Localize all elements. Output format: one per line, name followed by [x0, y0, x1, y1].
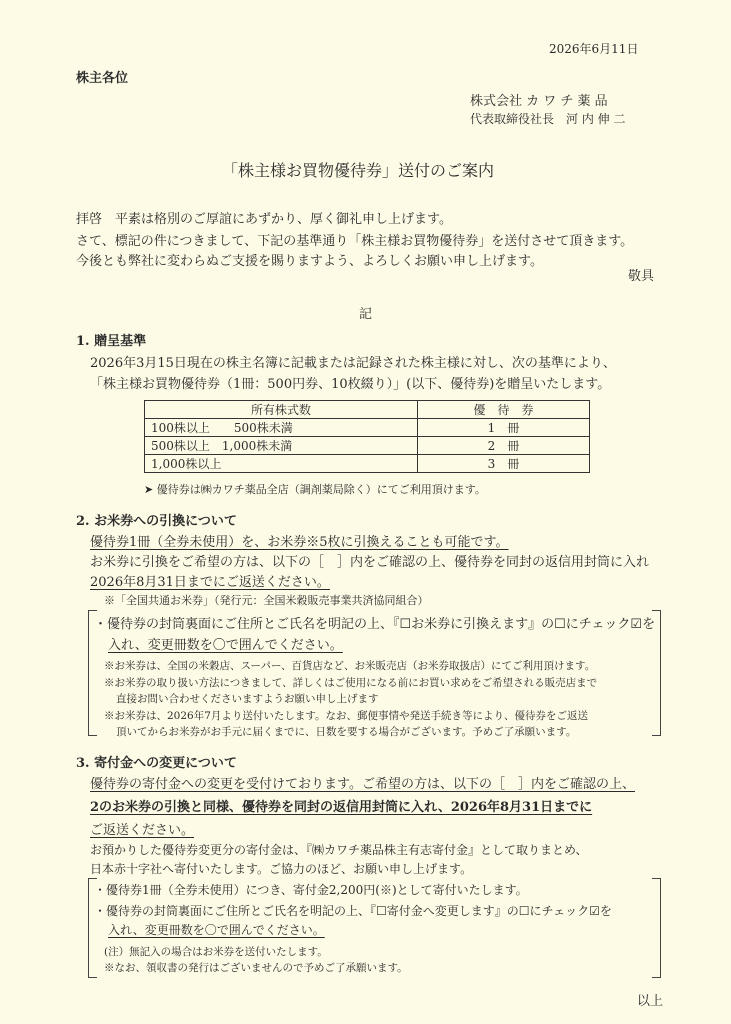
section3-para-1: お預かりした優待券変更分の寄付金は、『㈱カワチ薬品株主有志寄付金』として取りまとめ、	[90, 843, 588, 857]
section2-note: ※お米券の取り扱い方法につきまして、詳しくはご使用になる前にお買い求めをご希望される販売店まで	[104, 677, 598, 689]
table-cell-shares: 1,000株以上	[145, 455, 418, 473]
intro-line-1: 拝啓 平素は格別のご厚誼にあずかり、厚く御礼申し上げます。	[76, 212, 452, 227]
section1-line-2: 「株主様お買物優待券（1冊：500円券、10枚綴り）」(以下、優待券)を贈呈いたします。	[90, 377, 611, 392]
representative: 代表取締役社長 河 内 伸 二	[470, 112, 626, 126]
intro-line-2: さて、標記の件につきまして、下記の基準通り「株主様お買物優待券」を送付させて頂きます。	[76, 234, 634, 249]
intro-line-3: 今後とも弊社に変わらぬご支援を賜りますよう、よろしくお願い申し上げます。	[76, 254, 543, 269]
section2-note: 頂いてからお米券がお手元に届くまでに、日数を要する場合がございます。予めご了承願います。	[116, 726, 577, 738]
section2-note: ※お米券は、全国の米穀店、スーパー、百貨店など、お米販売店（お米券取扱店）にてご利用頂けます。	[104, 660, 596, 672]
table-header-coupon: 優 待 券	[418, 401, 590, 419]
section3-heading: 3. 寄付金への変更について	[76, 756, 237, 771]
section2-heading: 2. お米券への引換について	[76, 514, 237, 529]
table-row	[145, 455, 590, 473]
section2-line-1: 優待券1冊（全券未使用）を、お米券※5枚に引換えることも可能です。	[90, 535, 509, 550]
section2-box-line-2: 入れ、変更冊数を〇で囲んでください。	[108, 638, 343, 653]
section2-line-3: 2026年8月31日までにご返送ください。	[90, 575, 330, 590]
section3-note: ※なお、領収書の発行はございませんので予めご了承願います。	[104, 962, 408, 974]
document-title: 「株主様お買物優待券」送付のご案内	[222, 161, 495, 180]
section3-box-line-1: ・優待券1冊（全券未使用）につき、寄付金2,200円(※)として寄付いたします。	[94, 883, 528, 897]
section3-line-3: ご返送ください。	[90, 823, 195, 838]
company-name: 株式会社 カ ワ チ 薬 品	[470, 94, 608, 109]
closing-ijou: 以上	[637, 994, 664, 1009]
section1-note: ➤ 優待券は㈱カワチ薬品全店（調剤薬局除く）にてご利用頂けます。	[144, 483, 486, 496]
table-cell-coupon: 1 冊	[418, 419, 590, 437]
table-cell-shares: 500株以上 1,000株未満	[145, 437, 418, 455]
section2-line-2: お米券に引換をご希望の方は、以下の［ ］内をご確認の上、優待券を同封の返信用封筒に入れ	[90, 555, 650, 570]
section2-box-line-1: ・優待券の封筒裏面にご住所とご氏名を明記の上、『☐お米券に引換えます』の☐にチェック☑を	[94, 617, 656, 632]
section2-note: 直接お問い合わせくださいますようお願い申し上げます	[116, 693, 379, 705]
section3-line-2: 2のお米券の引換と同様、優待券を同封の返信用封筒に入れ、2026年8月31日までに	[90, 800, 593, 815]
table-cell-coupon: 2 冊	[418, 437, 590, 455]
table-row	[145, 437, 590, 455]
table-header-shares: 所有株式数	[145, 401, 418, 419]
closing-keigu: 敬具	[628, 269, 655, 284]
section3-box-line-2: ・優待券の封筒裏面にご住所とご氏名を明記の上、『☐寄付金へ変更します』の☐にチェック☑を	[94, 904, 612, 918]
section3-note: (注）無記入の場合はお米券を送付いたします。	[104, 946, 328, 958]
section3-line-1: 優待券の寄付金への変更を受付けております。ご希望の方は、以下の［ ］内をご確認の上、	[90, 777, 635, 792]
section1-line-1: 2026年3月15日現在の株主名簿に記載または記録された株主様に対し、次の基準により、	[90, 356, 616, 371]
table-header-row	[145, 401, 590, 419]
ki-label: 記	[359, 307, 373, 322]
table-cell-coupon: 3 冊	[418, 455, 590, 473]
benefit-table	[144, 400, 590, 473]
table-cell-shares: 100株以上 500株未満	[145, 419, 418, 437]
addressee: 株主各位	[76, 71, 129, 86]
section3-box-line-3: 入れ、変更冊数を〇で囲んでください。	[108, 923, 325, 937]
document-date: 2026年6月11日	[549, 42, 639, 56]
section3-para-2: 日本赤十字社へ寄付いたします。ご協力のほど、お願い申し上げます。	[90, 862, 473, 876]
section1-heading: 1. 贈呈基準	[76, 334, 147, 349]
section3-box-right-bracket	[652, 878, 661, 978]
section2-footnote: ※「全国共通お米券」（発行元：全国米穀販売事業共済協同組合）	[104, 594, 429, 607]
table-row	[145, 419, 590, 437]
section2-note: ※お米券は、2026年7月より送付いたします。なお、郵便事情や発送手続き等により、優待券をご返送	[104, 710, 589, 722]
